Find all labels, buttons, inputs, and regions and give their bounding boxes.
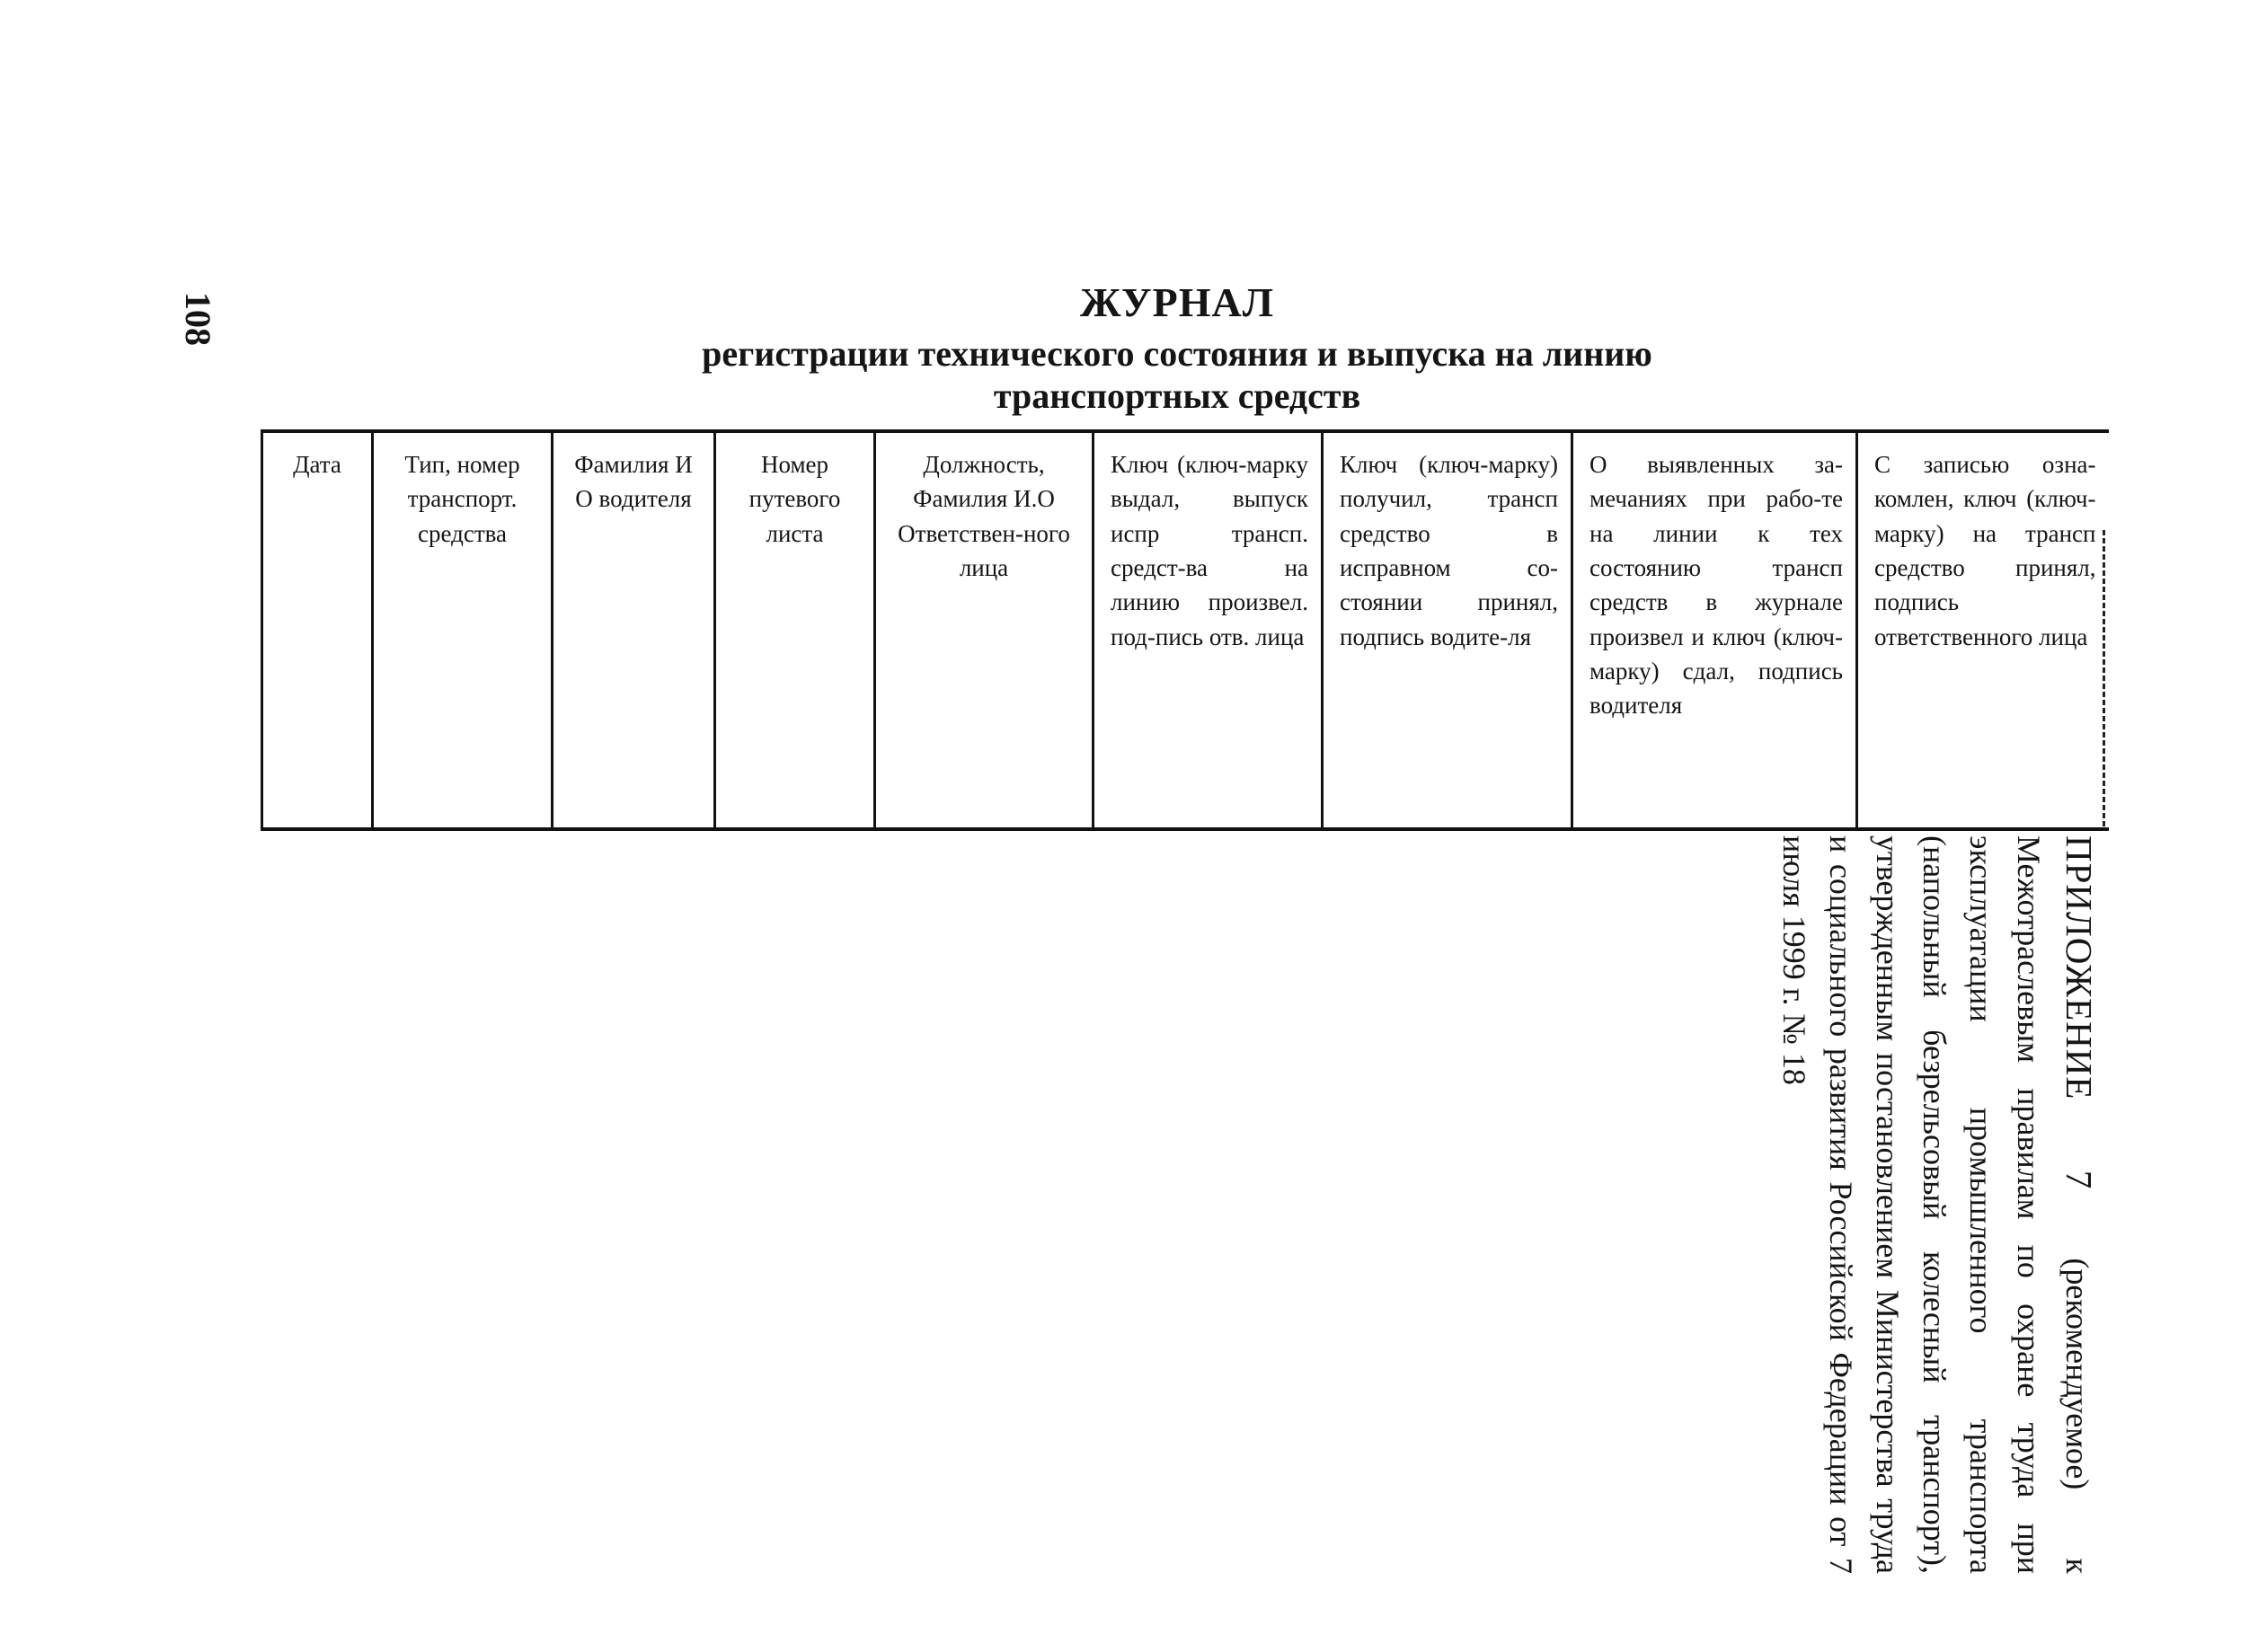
appendix-heading-note: (рекомендуемое) bbox=[2059, 1258, 2095, 1490]
table-header-row bbox=[262, 431, 2109, 829]
appendix-text bbox=[1770, 835, 2105, 1574]
journal-title: ЖУРНАЛ bbox=[1080, 279, 1274, 325]
col-header-key-received: Ключ (ключ-марку) получил, трансп средство в исправном со-стоянии принял, подпись водите-ля bbox=[1323, 431, 1572, 829]
journal-table bbox=[261, 429, 2109, 831]
table-right-edge bbox=[2103, 530, 2112, 826]
col-header-acknowledged: С записью озна-комлен, ключ (ключ-марку) на трансп средство принял, подпись ответственного лица bbox=[1857, 431, 2109, 829]
page-number: 108 bbox=[178, 292, 218, 346]
subtitle-line-2: транспортных средств bbox=[993, 375, 1361, 417]
subtitle-line-1: регистрации технического состояния и выпуска на линию bbox=[702, 333, 1652, 374]
col-header-driver: Фамилия И О водителя bbox=[553, 431, 715, 829]
col-header-vehicle: Тип, номер транспорт. средства bbox=[373, 431, 553, 829]
col-header-remarks: О выявленных за-мечаниях при рабо-те на линии к тех состоянию трансп средств в журнале произвел и ключ (ключ-марку) сдал, подпись водителя bbox=[1572, 431, 1857, 829]
journal-subtitle bbox=[503, 332, 1851, 417]
appendix-heading: ПРИЛОЖЕНИЕ 7 bbox=[2059, 835, 2100, 1190]
col-header-waybill: Номер путевого листа bbox=[715, 431, 875, 829]
appendix-body: к Межотраслевым правилам по охране труда при эксплуатации промышленного транспорта (напольный безрельсовый колесный транспорт), утвержденным постановлением Министерства труда и социального развития Российской Федерации от 7 июля 1999 г. № 18 bbox=[1775, 835, 2095, 1575]
col-header-responsible-person: Должность, Фамилия И.О Ответствен-ного лица bbox=[875, 431, 1094, 829]
appendix-note bbox=[1710, 835, 2105, 1575]
col-header-key-issued: Ключ (ключ-марку выдал, выпуск испр трансп. средст-ва на линию произвел. под-пись отв. лица bbox=[1094, 431, 1323, 829]
col-header-date: Дата bbox=[262, 431, 373, 829]
